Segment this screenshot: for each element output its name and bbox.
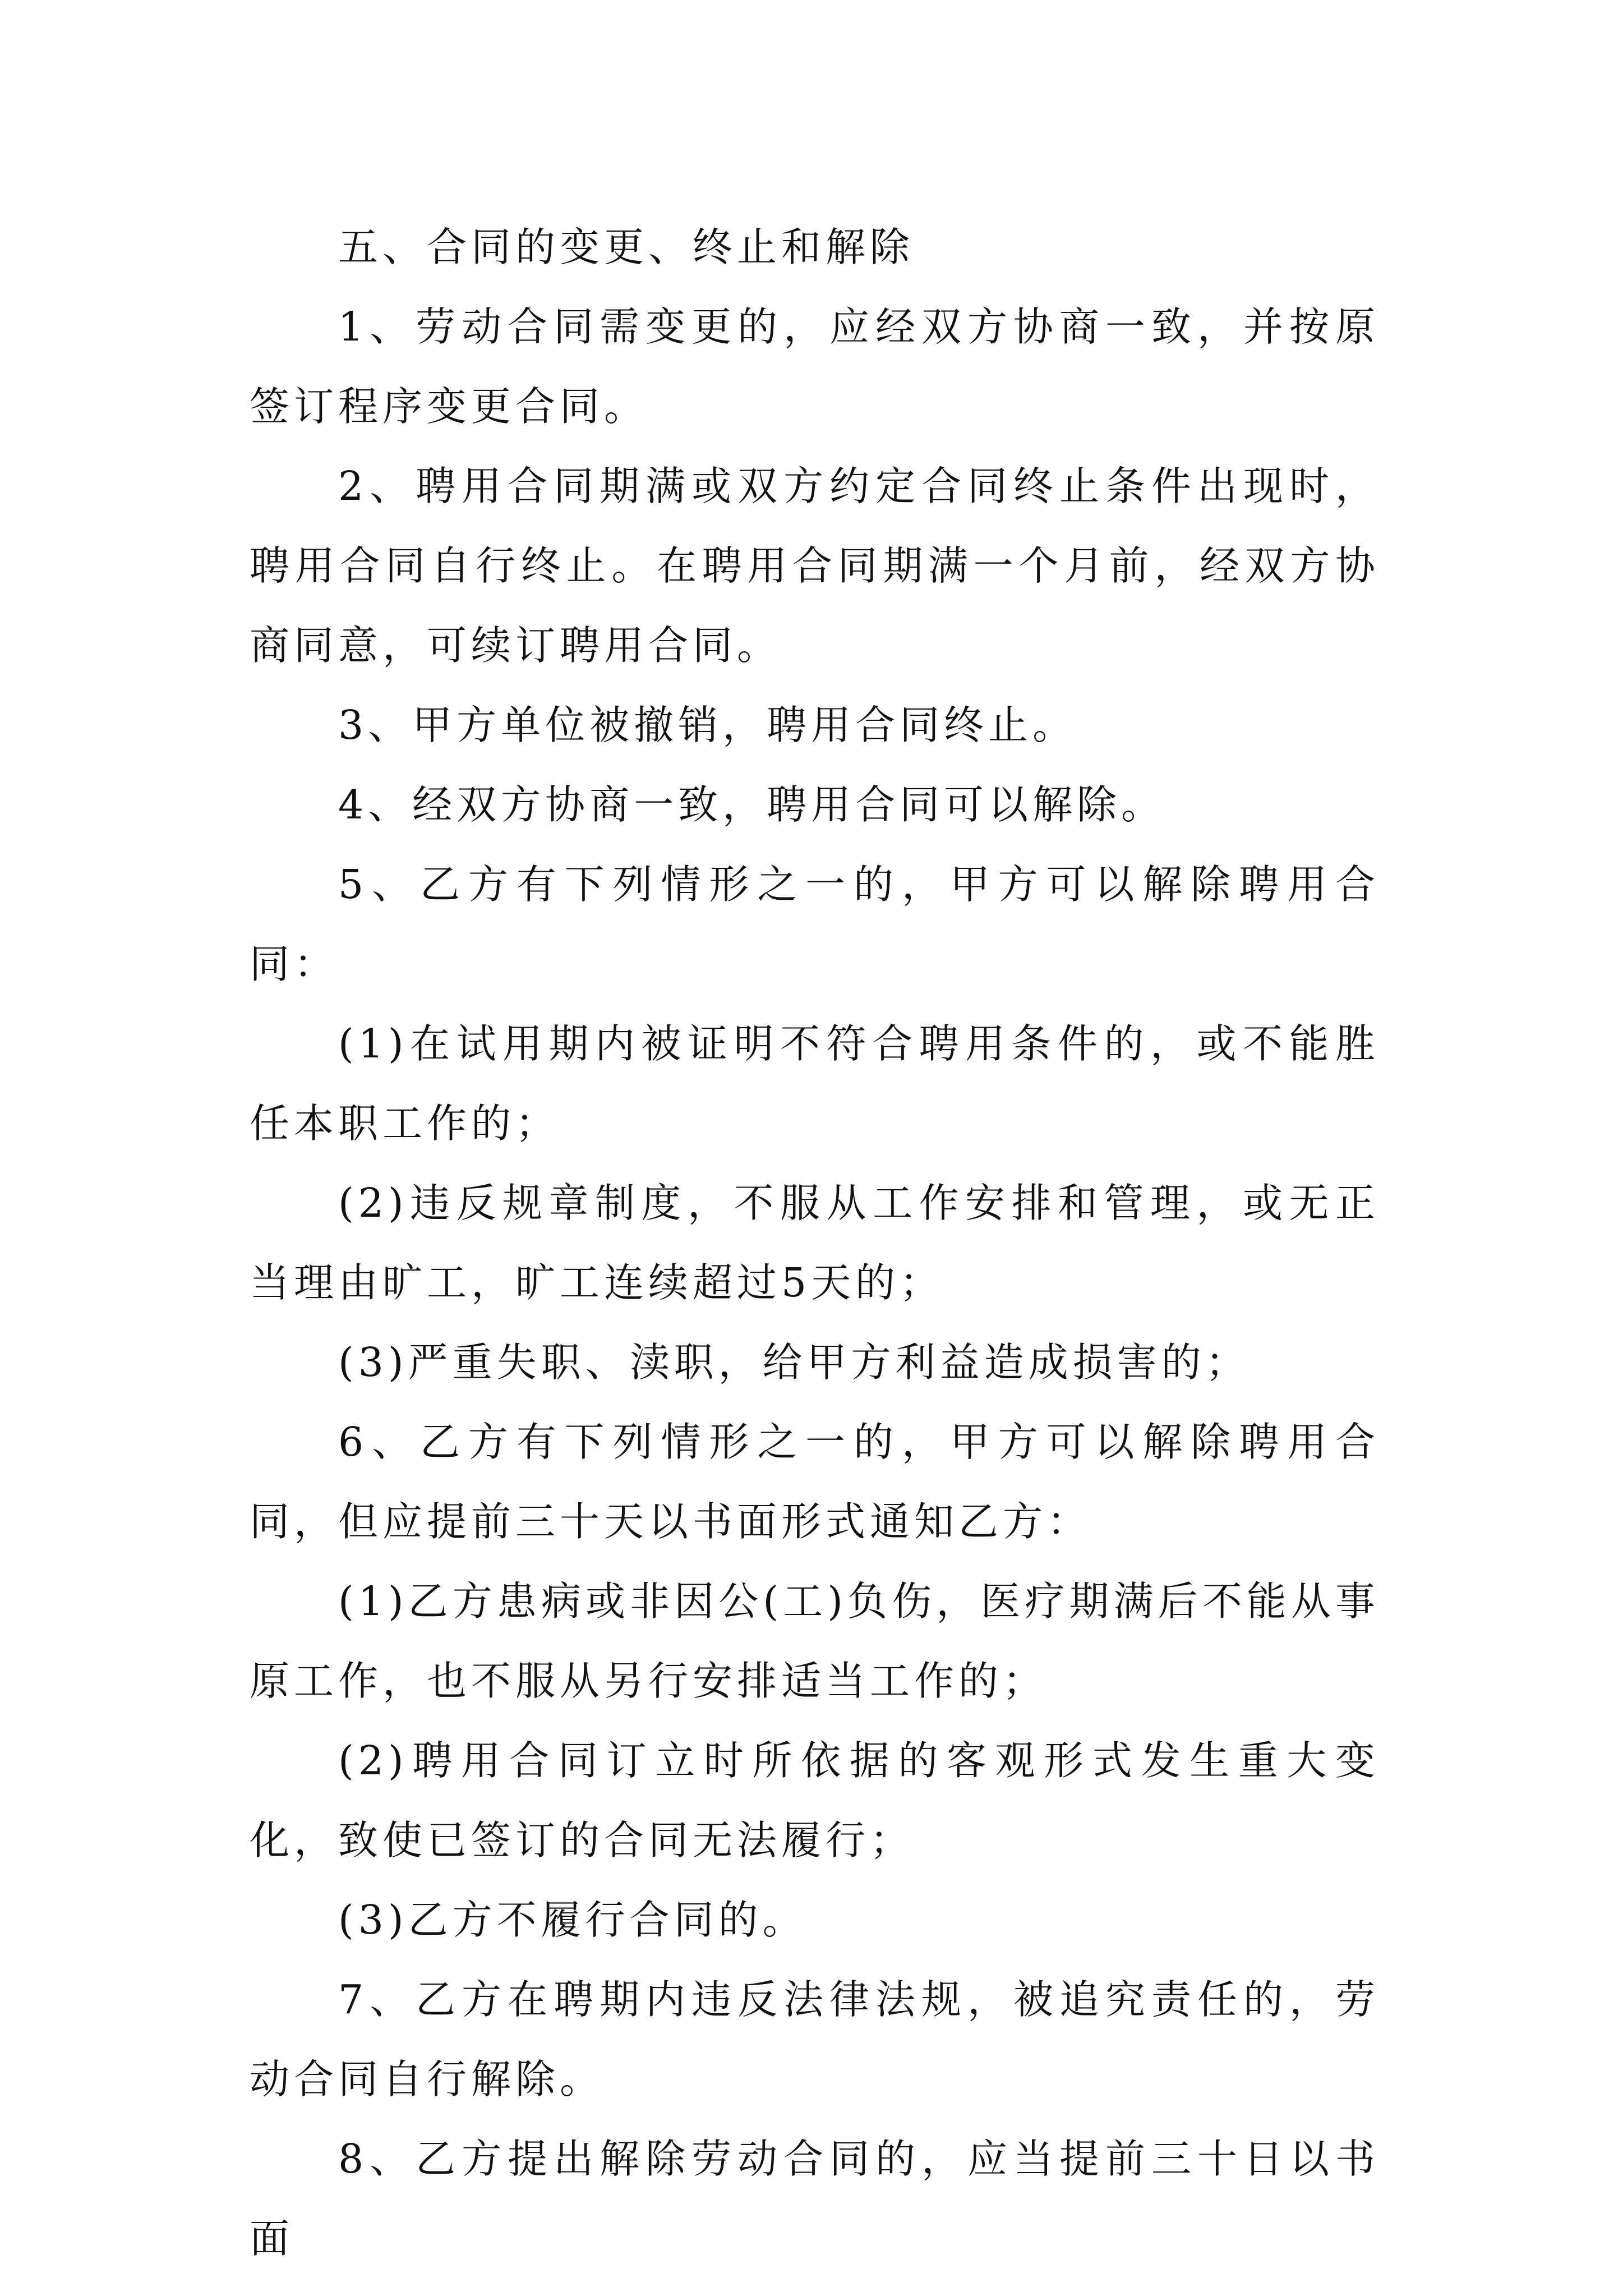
- clause-5-item-2: (2)违反规章制度，不服从工作安排和管理，或无正当理由旷工，旷工连续超过5天的；: [250, 1180, 1380, 1306]
- clause-5-item-1: (1)在试用期内被证明不符合聘用条件的，或不能胜任本职工作的；: [250, 1020, 1380, 1147]
- document-body: [250, 208, 1380, 2279]
- clause-6-item-1: (1)乙方患病或非因公(工)负伤，医疗期满后不能从事原工作，也不服从另行安排适当工作的；: [250, 1578, 1380, 1704]
- section-heading: 五、合同的变更、终止和解除: [338, 224, 915, 270]
- clause-6-item-3: (3)乙方不履行合同的。: [338, 1897, 807, 1943]
- clause-2: 2、聘用合同期满或双方约定合同终止条件出现时，聘用合同自行终止。在聘用合同期满一个月前，经双方协商同意，可续订聘用合同。: [250, 463, 1380, 669]
- clause-7: 7、乙方在聘期内违反法律法规，被追究责任的，劳动合同自行解除。: [250, 1976, 1380, 2102]
- clause-3: 3、甲方单位被撤销，聘用合同终止。: [338, 702, 1077, 748]
- clause-1: 1、劳动合同需变更的，应经双方协商一致，并按原签订程序变更合同。: [250, 303, 1380, 430]
- clause-5-item-3: (3)严重失职、渎职，给甲方利益造成损害的；: [338, 1339, 1250, 1386]
- clause-6: 6、乙方有下列情形之一的，甲方可以解除聘用合同，但应提前三十天以书面形式通知乙方：: [250, 1419, 1380, 1545]
- clause-4: 4、经双方协商一致，聘用合同可以解除。: [338, 781, 1166, 828]
- clause-5: 5、乙方有下列情形之一的，甲方可以解除聘用合同：: [250, 861, 1380, 987]
- clause-6-item-2: (2)聘用合同订立时所依据的客观形式发生重大变化，致使已签订的合同无法履行；: [250, 1737, 1380, 1864]
- clause-8: 8、乙方提出解除劳动合同的，应当提前三十日以书面: [250, 2136, 1380, 2262]
